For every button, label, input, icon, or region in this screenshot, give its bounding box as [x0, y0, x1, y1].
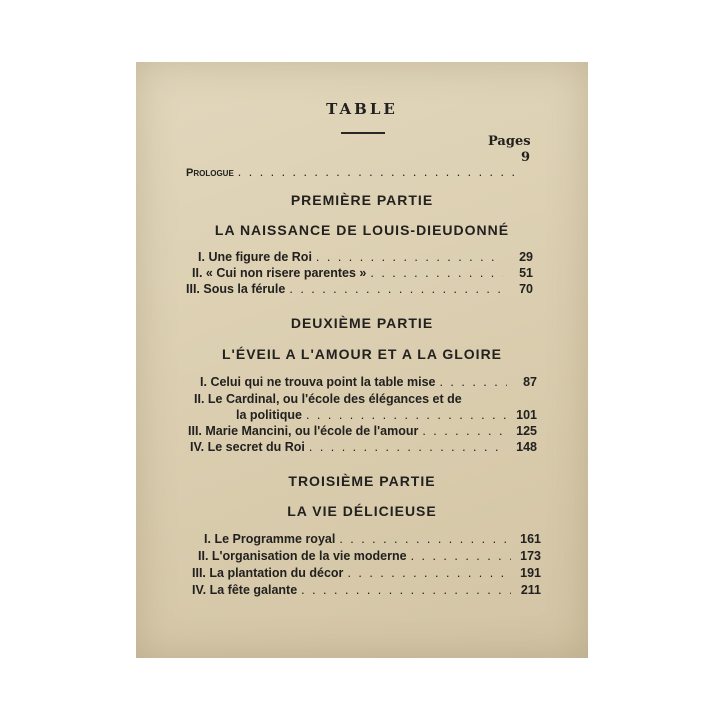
- entry-title: Le Cardinal, ou l'école des élégances et de: [207, 392, 462, 406]
- entry-title: Le secret du Roi: [207, 440, 305, 454]
- toc-entry: [192, 266, 533, 280]
- leader-dots: [339, 532, 511, 546]
- toc-entry: [192, 583, 541, 597]
- leader-dots: [422, 424, 507, 438]
- entry-title: La fête galante: [209, 583, 298, 597]
- toc-entry: [192, 566, 541, 580]
- table-of-contents: [136, 62, 588, 658]
- leader-dots: [347, 566, 511, 580]
- entry-number: II.: [194, 392, 205, 406]
- entry-page: 161: [520, 532, 541, 546]
- entry-title: Le Programme royal: [214, 532, 336, 546]
- book-page-photo: [136, 62, 588, 658]
- toc-entry: [190, 440, 537, 454]
- toc-entry: [198, 549, 541, 563]
- leader-dots: [316, 250, 503, 264]
- prologue-page-number: 9: [521, 150, 531, 165]
- entry-number: III.: [186, 282, 200, 296]
- pages-column-header: Pages: [488, 134, 531, 149]
- leader-dots: [301, 583, 511, 597]
- entry-title-continued: la politique: [236, 408, 302, 422]
- entry-page: 148: [516, 440, 537, 454]
- leader-dots: [238, 165, 522, 179]
- toc-entry: [194, 392, 537, 406]
- toc-entry-prologue: [186, 165, 526, 179]
- entry-number: I.: [198, 250, 205, 264]
- entry-page: 173: [520, 549, 541, 563]
- entry-number: III.: [192, 566, 206, 580]
- entry-title: La plantation du décor: [209, 566, 344, 580]
- leader-dots: [370, 266, 503, 280]
- entry-number: II.: [198, 549, 209, 563]
- leader-dots: [289, 282, 503, 296]
- toc-entry-continuation: [236, 408, 537, 422]
- entry-page: 211: [520, 583, 541, 597]
- title-rule: [341, 132, 385, 134]
- entry-page: 101: [516, 408, 537, 422]
- entry-title: L'organisation de la vie moderne: [211, 549, 407, 563]
- entry-title: Celui qui ne trouva point la table mise: [210, 375, 436, 389]
- entry-page: 29: [519, 250, 533, 264]
- toc-entry: [200, 375, 537, 389]
- toc-entry: [198, 250, 533, 264]
- part-subtitle-2: L'ÉVEIL A L'AMOUR ET A LA GLOIRE: [221, 346, 503, 362]
- entry-title: Marie Mancini, ou l'école de l'amour: [205, 424, 419, 438]
- entry-page: 125: [516, 424, 537, 438]
- toc-entry: [204, 532, 541, 546]
- part-heading-1: PREMIÈRE PARTIE: [290, 192, 434, 208]
- entry-page: 87: [523, 375, 537, 389]
- entry-page: 70: [519, 282, 533, 296]
- entry-number: IV.: [190, 440, 205, 454]
- entry-number: I.: [204, 532, 211, 546]
- toc-entry: [186, 282, 533, 296]
- part-heading-2: DEUXIÈME PARTIE: [290, 315, 434, 331]
- entry-title: « Cui non risere parentes »: [205, 266, 367, 280]
- part-subtitle-1: LA NAISSANCE DE LOUIS-DIEUDONNÉ: [214, 222, 510, 238]
- entry-page: 51: [519, 266, 533, 280]
- entry-title: Sous la férule: [203, 282, 286, 296]
- entry-number: I.: [200, 375, 207, 389]
- leader-dots: [439, 375, 507, 389]
- entry-number: IV.: [192, 583, 207, 597]
- toc-title: TABLE: [326, 100, 398, 118]
- entry-number: III.: [188, 424, 202, 438]
- entry-title: Une figure de Roi: [208, 250, 312, 264]
- leader-dots: [309, 440, 507, 454]
- leader-dots: [411, 549, 511, 563]
- toc-entry: [188, 424, 537, 438]
- part-subtitle-3: LA VIE DÉLICIEUSE: [287, 503, 437, 519]
- entry-page: 191: [520, 566, 541, 580]
- part-heading-3: TROISIÈME PARTIE: [288, 473, 436, 489]
- entry-title: Prologue: [186, 167, 234, 179]
- leader-dots: [306, 408, 507, 422]
- entry-number: II.: [192, 266, 203, 280]
